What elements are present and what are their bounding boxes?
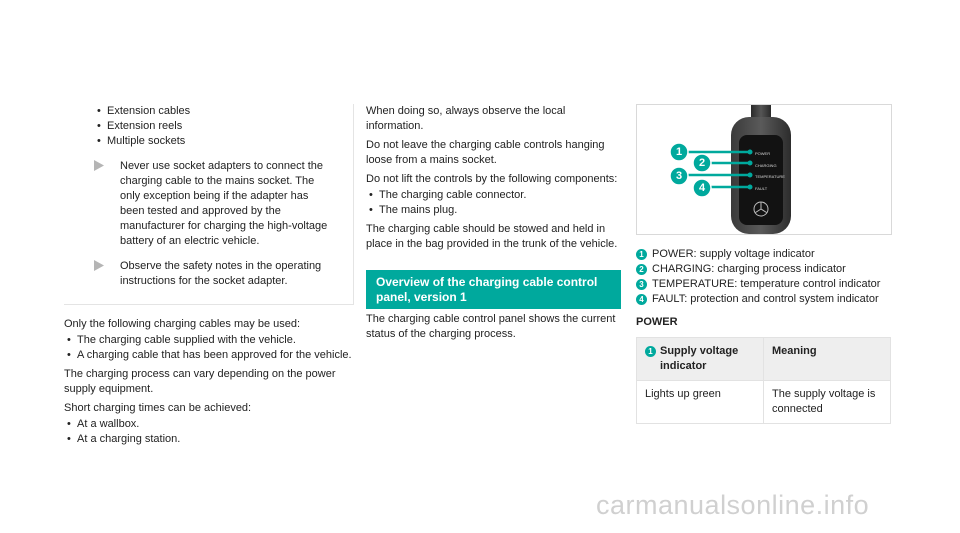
list-item: • At a wallbox.	[64, 417, 354, 432]
note-1-text: Never use socket adapters to connect the charging cable to the mains socket. The only exception being if the adapter has been tested and approved by the manufacturer for charging the high-voltage battery of an electric vehicle.	[120, 160, 328, 247]
legend-number: 3	[636, 279, 647, 290]
short-charging-list	[64, 417, 354, 447]
figure-legend	[636, 247, 892, 307]
column-2	[366, 104, 621, 342]
table-header-number: 1	[645, 346, 656, 357]
table-header-cell	[637, 338, 764, 381]
column-1	[64, 104, 354, 447]
list-item: • At a charging station.	[64, 432, 354, 447]
callout-4: 4	[698, 182, 706, 194]
allowed-cables-list	[64, 333, 354, 363]
paragraph: Do not leave the charging cable controls hanging loose from a mains socket.	[366, 139, 605, 166]
legend-item	[636, 292, 892, 307]
arrow-right-icon	[94, 259, 106, 289]
led-label: POWER	[755, 151, 771, 156]
legend-text: POWER: supply voltage indicator	[652, 248, 815, 260]
callout-2: 2	[698, 157, 706, 169]
power-table	[636, 337, 891, 424]
legend-item	[636, 277, 892, 292]
legend-text: TEMPERATURE: temperature control indicator	[652, 278, 881, 290]
paragraph: Do not lift the controls by the following components:	[366, 173, 618, 185]
list-item: • The charging cable connector.	[366, 188, 621, 203]
table-header-cell: Meaning	[764, 338, 891, 381]
legend-number: 2	[636, 264, 647, 275]
note-1	[94, 159, 343, 249]
arrow-right-icon	[94, 159, 106, 249]
table-row	[637, 381, 891, 424]
unsuitable-list	[94, 104, 343, 149]
note-2	[94, 259, 343, 289]
legend-item	[636, 247, 892, 262]
column-3	[636, 104, 892, 424]
legend-item	[636, 262, 892, 277]
warning-box	[64, 104, 354, 305]
paragraph: When doing so, always observe the local information.	[366, 105, 566, 132]
power-subheading: POWER	[636, 316, 678, 328]
list-item: • The mains plug.	[366, 203, 621, 218]
callout-1: 1	[675, 146, 683, 158]
note-2-text: Observe the safety notes in the operating instructions for the socket adapter.	[120, 260, 322, 287]
section-heading: Overview of the charging cable control panel, version 1	[366, 270, 621, 309]
paragraph: The charging process can vary depending on the power supply equipment.	[64, 368, 336, 395]
legend-text: FAULT: protection and control system indicator	[652, 293, 879, 305]
paragraph: Short charging times can be achieved:	[64, 402, 252, 414]
table-cell: The supply voltage is connected	[764, 381, 891, 424]
table-header-row	[637, 338, 891, 381]
list-item: • The charging cable supplied with the vehicle.	[64, 333, 354, 348]
table-header-label: Supply voltage indicator	[660, 345, 739, 372]
list-item: • Extension reels	[94, 119, 343, 134]
led-label: FAULT	[755, 185, 768, 191]
legend-number: 4	[636, 294, 647, 305]
list-item: • Multiple sockets	[94, 134, 343, 149]
legend-number: 1	[636, 249, 647, 260]
footer-watermark: carmanualsonline.info	[596, 490, 870, 520]
control-panel-figure	[636, 104, 892, 235]
list-item: • A charging cable that has been approved for the vehicle.	[64, 348, 354, 363]
paragraph: The charging cable should be stowed and held in place in the bag provided in the trunk of the vehicle.	[366, 223, 618, 250]
callout-3: 3	[675, 170, 683, 182]
paragraph: Only the following charging cables may be used:	[64, 318, 301, 330]
do-not-lift-list	[366, 188, 621, 218]
section-text: The charging cable control panel shows the current status of the charging process.	[366, 313, 616, 340]
table-cell: Lights up green	[637, 381, 764, 424]
led-label: TEMPERATURE	[755, 174, 785, 179]
list-item: • Extension cables	[94, 104, 343, 119]
led-label: CHARGING	[755, 162, 777, 168]
legend-text: CHARGING: charging process indicator	[652, 263, 846, 275]
